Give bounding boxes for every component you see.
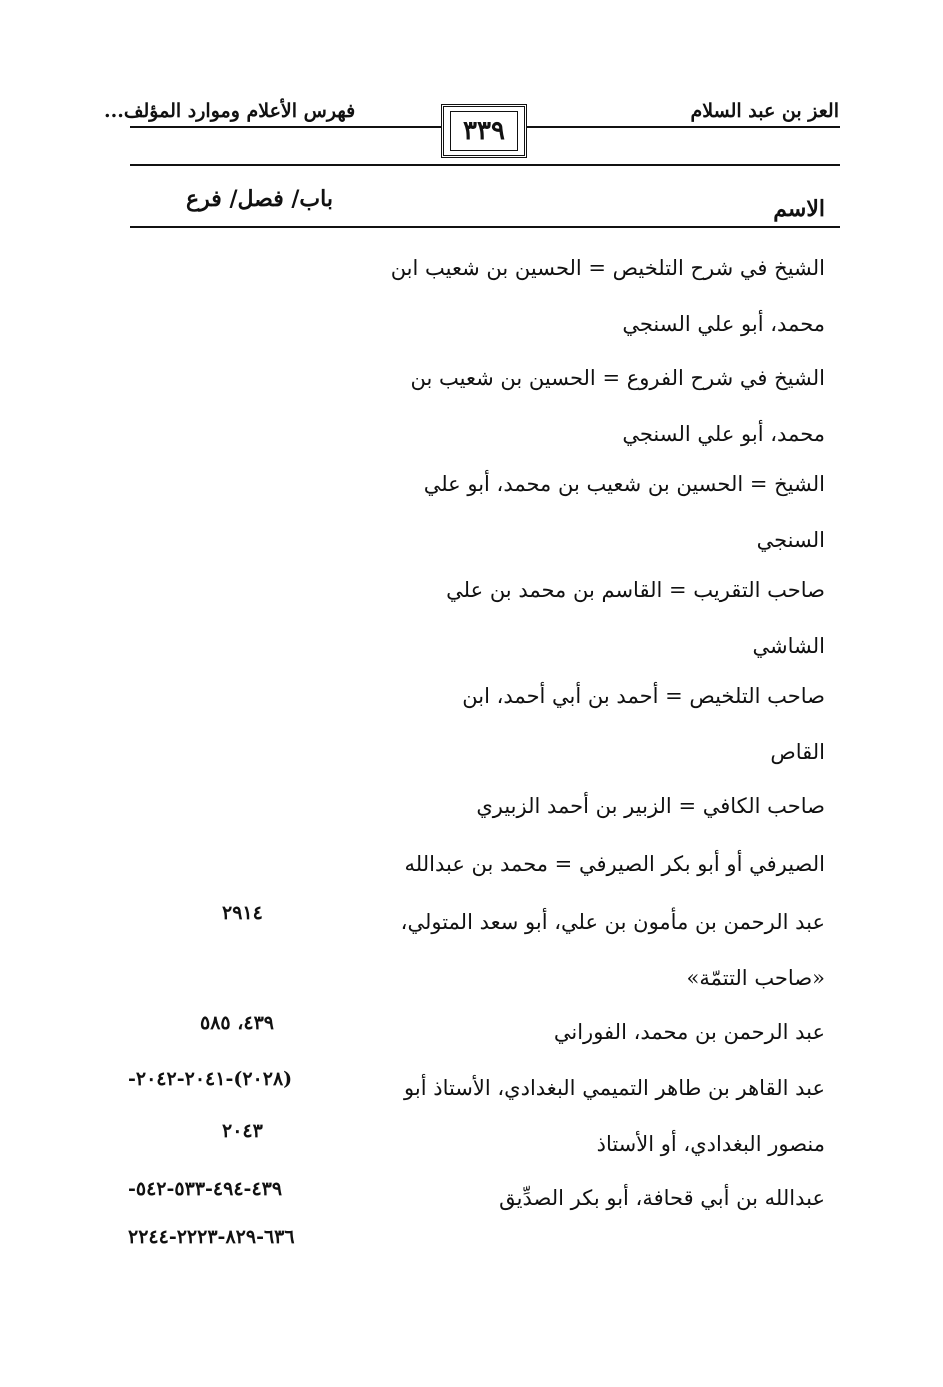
- entry-line: الشيخ في شرح التلخيص = الحسين بن شعيب ابن: [390, 256, 825, 280]
- column-header-rule: [130, 226, 840, 228]
- entry-line: محمد، أبو علي السنجي: [622, 422, 825, 446]
- entry-line: محمد، أبو علي السنجي: [622, 312, 825, 336]
- entry-line: القاص: [770, 740, 825, 764]
- index-entry: [385, 456, 825, 568]
- entry-line: صاحب الكافي = الزبير بن أحمد الزبيري: [476, 794, 825, 818]
- index-entry: [385, 778, 825, 834]
- entry-line: صاحب التقريب = القاسم بن محمد بن علي: [446, 578, 825, 602]
- running-header-section: فهرس الأعلام وموارد المؤلف...: [104, 100, 356, 122]
- entry-line: عبد الرحمن بن محمد، الفوراني: [553, 1020, 825, 1044]
- index-entry: [385, 1170, 825, 1226]
- ref-column-label: باب/ فصل/ فرع: [186, 186, 333, 212]
- header-bottom-rule: [130, 164, 840, 166]
- entry-line: الشاشي: [752, 634, 825, 658]
- entry-reference: ٢٠٤٣: [222, 1120, 263, 1142]
- entry-reference: ٦٣٦-٨٢٩-٢٢٢٣-٢٢٤٤: [128, 1226, 295, 1248]
- entry-line: عبد الرحمن بن مأمون بن علي، أبو سعد المتولي،: [400, 910, 825, 934]
- index-entry: [385, 240, 825, 352]
- entry-line: الصيرفي أو أبو بكر الصيرفي = محمد بن عبدالله: [404, 852, 825, 876]
- index-entry: [385, 668, 825, 780]
- index-entry: [385, 350, 825, 462]
- index-entry: [385, 1060, 825, 1172]
- entry-line: منصور البغدادي، أو الأستاذ: [596, 1132, 825, 1156]
- entry-reference: ٤٣٩، ٥٨٥: [200, 1012, 274, 1034]
- index-entry: [385, 562, 825, 674]
- entry-line: عبدالله بن أبي قحافة، أبو بكر الصدِّيق: [499, 1186, 825, 1210]
- page-number-frame: [441, 104, 527, 158]
- name-column-label: الاسم: [773, 196, 825, 222]
- page-number: ٣٣٩: [463, 116, 505, 146]
- entry-reference: (٢٠٢٨)-٢٠٤١-٢٠٤٢-: [128, 1068, 293, 1090]
- entry-line: الشيخ = الحسين بن شعيب بن محمد، أبو علي: [423, 472, 825, 496]
- entry-line: عبد القاهر بن طاهر التميمي البغدادي، الأستاذ أبو: [404, 1076, 825, 1100]
- entry-reference: ٢٩١٤: [222, 902, 263, 924]
- entry-line: صاحب التلخيص = أحمد بن أبي أحمد، ابن: [462, 684, 825, 708]
- index-entry: [385, 1004, 825, 1060]
- entry-line: «صاحب التتمّة»: [686, 966, 825, 990]
- running-header-author: العز بن عبد السلام: [690, 100, 839, 122]
- index-entry: [385, 894, 825, 1006]
- entry-line: الشيخ في شرح الفروع = الحسين بن شعيب بن: [410, 366, 825, 390]
- entry-line: السنجي: [756, 528, 825, 552]
- index-entry: [385, 836, 825, 892]
- entry-reference: ٤٣٩-٤٩٤-٥٣٣-٥٤٢-: [128, 1178, 283, 1200]
